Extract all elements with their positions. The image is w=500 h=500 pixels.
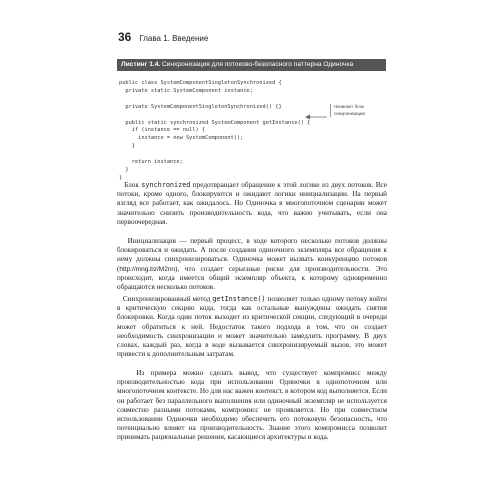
arrow-left-icon	[305, 113, 327, 121]
paragraph-2	[117, 237, 387, 292]
code-line	[119, 151, 310, 159]
paragraph-1-after: предотвращает обращение к этой логике из двух потоков. Все потоки, кроме одного, блокируются и ожидают логики инициализации. На первый взгляд все работает, как ожидалось. Но Одиночка в многопоточном сценарии может значительно снизить производительность кода, что важно учитывать, если она первоочередная.	[117, 181, 387, 226]
code-line: return instance;	[119, 159, 183, 166]
code-listing	[119, 80, 310, 183]
paragraph-3	[117, 295, 387, 359]
listing-title: Синхронизация для потоково-безопасного паттерна Одиночка	[162, 61, 354, 68]
code-line	[119, 112, 310, 120]
code-line: }	[119, 166, 129, 173]
code-line: }	[119, 174, 123, 181]
paragraph-4	[117, 369, 387, 443]
listing-label: Листинг 1.4.	[121, 61, 161, 68]
inline-code-getinstance: getInstance()	[212, 295, 266, 303]
paragraph-2-after: ), что создает серьезные риски для производительности. Это происходит, когда имеется общий экземпляр объекта, к которому одновременно обращаются несколько потоков.	[117, 264, 387, 292]
chapter-title: Глава 1. Введение	[139, 34, 209, 43]
page-number: 36	[118, 30, 132, 44]
code-line	[119, 96, 310, 104]
paragraph-1-before: Блок	[124, 181, 142, 189]
paragraph-1	[117, 181, 387, 227]
paragraph-4-text: Из примера можно сделать вывод, что существует компромисс между производительностью кода при использовании Одиночки в однопоточном или многопоточном контексте. Но для нас важен контекст, в котором код выполняется. Если он работает без параллельного выполнения или одиночный экземпляр не используется совместно разными потоками, компромисс не проявляется. Но при совместном использовании Одиночки необходимо обеспечить его потоковую безопасность, что потенциально влияет на производительность. Знание этого компромисса позволит принимать рациональные решения, касающиеся архитектуры и кода.	[117, 369, 388, 442]
code-line: private static SystemComponent instance;	[119, 87, 253, 94]
code-line: if (instance == null) {	[119, 127, 206, 134]
code-line: private SystemComponentSingletonSynchronized() {}	[119, 103, 282, 110]
listing-caption	[117, 59, 386, 71]
code-line: public static synchronized SystemComponent getInstance() {	[119, 119, 311, 126]
inline-code-synchronized: synchronized	[141, 181, 191, 189]
code-line: public class SystemComponentSingletonSynchronized {	[119, 80, 282, 86]
page-header	[118, 30, 208, 44]
paragraph-2-before: Инициализация — первый процесс, в ходе которого несколько потоков должны блокироваться и ожидать. А после создания одиночного экземпляра все обращения к нему должны синхронизироваться. Одиночка может вызвать конкуренцию потоков (	[117, 237, 388, 273]
code-line: instance = new SystemComponent();	[119, 135, 244, 142]
code-line: }	[119, 143, 135, 150]
paragraph-3-after: позволяет только одному потоку войти в критическую секцию кода, тогда как остальные вынуждены ожидать снятия блокировки. Когда один поток выходит из критической секции, следующий в очереди может обратиться к ней. Недостаток такого подхода в том, что он создает необходимость синхронизации и может значительно замедлить программу. В двух словах, каждый раз, когда в коде вызывается синхронизируемый вызов, это может привести к дополнительным затратам.	[117, 295, 387, 359]
link-url[interactable]: http://mng.bz/M2nn	[119, 265, 176, 273]
code-annotation: Начинает блок синхронизации	[330, 104, 392, 117]
paragraph-3-before: Синхронизированный метод	[122, 295, 213, 303]
